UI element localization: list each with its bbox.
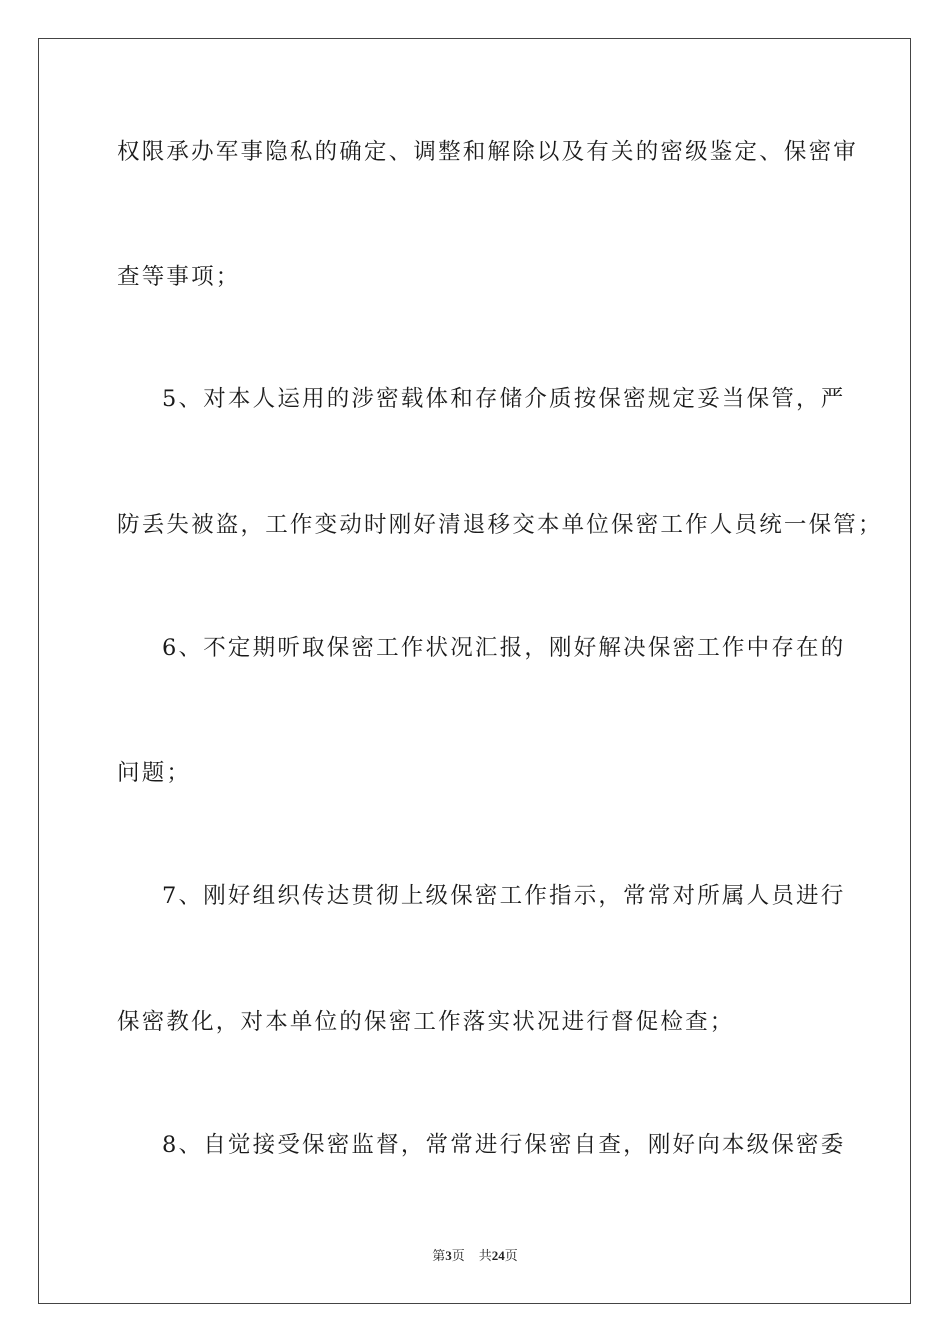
total-suffix: 页 [504, 1248, 518, 1263]
page-frame [38, 38, 911, 1304]
paragraph-6-start: 6、不定期听取保密工作状况汇报，刚好解决保密工作中存在的 [162, 635, 846, 661]
total-pages: 24 [491, 1248, 505, 1263]
page-prefix: 第 [432, 1248, 446, 1263]
body-line: 防丢失被盗，工作变动时刚好清退移交本单位保密工作人员统一保管； [117, 512, 883, 538]
body-line: 保密教化，对本单位的保密工作落实状况进行督促检查； [117, 1009, 735, 1035]
paragraph-5-start: 5、对本人运用的涉密载体和存储介质按保密规定妥当保管，严 [162, 386, 846, 412]
paragraph-8-start: 8、自觉接受保密监督，常常进行保密自查，刚好向本级保密委 [162, 1132, 846, 1158]
page-footer [0, 1247, 950, 1265]
body-line: 查等事项； [117, 264, 241, 290]
body-line: 权限承办军事隐私的确定、调整和解除以及有关的密级鉴定、保密审 [117, 139, 859, 165]
total-prefix: 共 [478, 1248, 492, 1263]
paragraph-7-start: 7、刚好组织传达贯彻上级保密工作指示，常常对所属人员进行 [162, 883, 846, 909]
page-number: 3 [445, 1248, 452, 1263]
page-suffix: 页 [451, 1248, 465, 1263]
body-line: 问题； [117, 760, 192, 786]
